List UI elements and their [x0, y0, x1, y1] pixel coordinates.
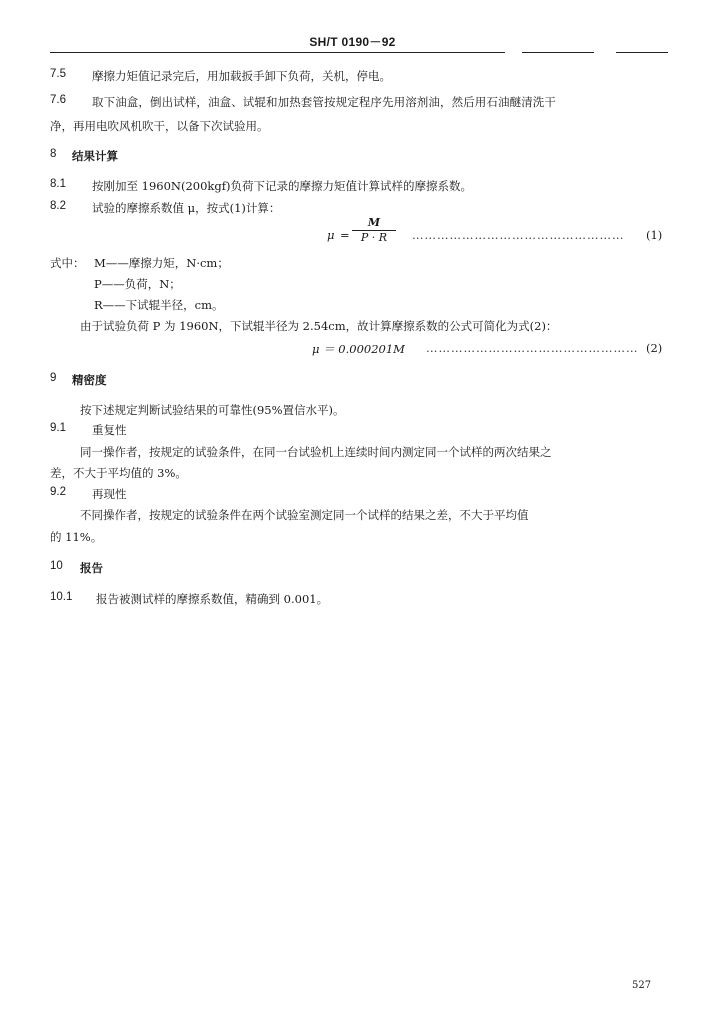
clause-8-1-text: 按刚加至 1960N(200kgf)负荷下记录的摩擦力矩值计算试样的摩擦系数。: [92, 179, 472, 193]
header-rule-end: [616, 52, 668, 53]
precision-intro: 按下述规定判断试验结果的可靠性(95%置信水平)。: [80, 403, 345, 417]
formula-2-expression: μ ＝ 0.000201M: [312, 342, 405, 356]
where-p-definition: P——负荷，N；: [94, 277, 181, 291]
clause-7-6-line2: 净，再用电吹风机吹干，以备下次试验用。: [50, 119, 269, 133]
section-9-title: 精密度: [72, 373, 107, 387]
clause-8-1-number: 8.1: [50, 178, 66, 190]
formula-1-lhs: μ: [327, 228, 335, 242]
clause-10-1-text: 报告被测试样的摩擦系数值，精确到 0.001。: [96, 592, 329, 606]
section-10-number: 10: [50, 560, 63, 572]
clause-9-2-title: 再现性: [92, 487, 127, 501]
clause-7-6-line1: 取下油盒，倒出试样，油盒、试辊和加热套管按规定程序先用溶剂油，然后用石油醚清洗干: [92, 95, 556, 109]
where-m-definition: M——摩擦力矩，N·cm；: [94, 256, 229, 270]
section-9-number: 9: [50, 372, 57, 384]
clause-9-2-line1: 不同操作者，按规定的试验条件在两个试验室测定同一个试样的结果之差，不大于平均值: [80, 508, 529, 522]
clause-7-5-number: 7.5: [50, 68, 66, 80]
clause-8-2-text: 试验的摩擦系数值 μ，按式(1)计算：: [92, 201, 281, 215]
where-prefix: 式中：: [50, 256, 85, 270]
section-8-title: 结果计算: [72, 149, 118, 163]
formula-1-fraction: [352, 217, 396, 244]
clause-10-1-number: 10.1: [50, 591, 73, 603]
formula-2-leader-dots: ……………………………………………: [426, 341, 639, 355]
section-8-number: 8: [50, 148, 57, 160]
page-number: 527: [632, 980, 652, 991]
clause-7-5-text: 摩擦力矩值记录完后，用加载扳手卸下负荷，关机，停电。: [92, 69, 391, 83]
formula-1-denominator: P · R: [360, 231, 388, 244]
formula-1-leader-dots: ……………………………………………: [412, 228, 625, 242]
clause-9-2-line2: 的 11%。: [50, 530, 103, 544]
header-rule-segment: [522, 52, 594, 53]
formula-2-label: (2): [646, 341, 663, 355]
standard-code-header: SH/T 0190－92: [309, 35, 396, 49]
formula-1-numerator: M: [367, 216, 381, 229]
header-rule-main: [50, 52, 505, 53]
where-r-definition: R——下试辊半径，cm。: [94, 298, 224, 312]
simplification-text: 由于试验负荷 P 为 1960N，下试辊半径为 2.54cm，故计算摩擦系数的公式可简化为式(2)：: [80, 319, 558, 333]
formula-1-label: (1): [646, 228, 663, 242]
clause-9-1-title: 重复性: [92, 423, 127, 437]
clause-9-1-number: 9.1: [50, 422, 66, 434]
clause-8-2-number: 8.2: [50, 200, 66, 212]
clause-9-2-number: 9.2: [50, 486, 66, 498]
clause-9-1-line1: 同一操作者，按规定的试验条件，在同一台试验机上连续时间内测定同一个试样的两次结果之: [80, 445, 552, 459]
section-10-title: 报告: [80, 561, 103, 575]
clause-7-6-number: 7.6: [50, 94, 66, 106]
formula-1-equals: =: [340, 228, 350, 242]
clause-9-1-line2: 差，不大于平均值的 3%。: [50, 466, 187, 480]
